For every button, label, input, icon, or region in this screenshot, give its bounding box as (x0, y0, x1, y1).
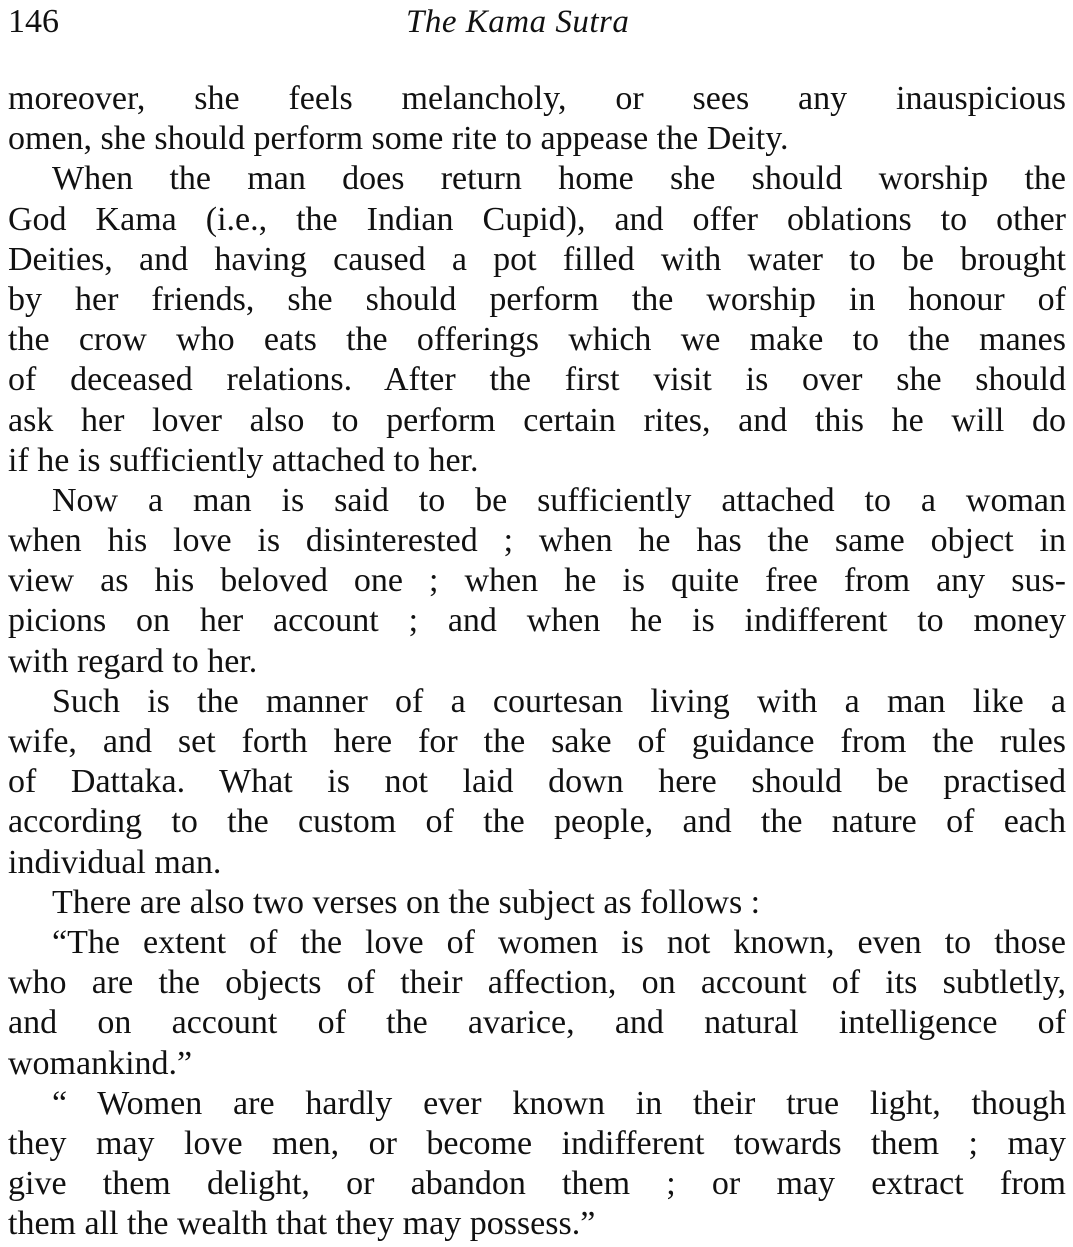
running-title: The Kama Sutra (406, 4, 630, 40)
text-line: if he is sufficiently attached to her. (8, 441, 479, 479)
page-number: 146 (8, 3, 59, 40)
running-head (8, 0, 1066, 48)
text-line: they may love men, or become indifferent towards them ; may (8, 1124, 1066, 1162)
text-line: There are also two verses on the subject as follows : (52, 883, 761, 921)
text-line: give them delight, or abandon them ; or may extract from (8, 1165, 1066, 1203)
text-line: ask her lover also to perform certain rites, and this he will do (8, 401, 1066, 439)
text-line: of Dattaka. What is not laid down here should be practised (8, 763, 1066, 801)
text-line: individual man. (8, 843, 222, 881)
body-text (8, 79, 1066, 1244)
text-line: view as his beloved one ; when he is quite free from any sus- (8, 562, 1066, 600)
text-line: omen, she should perform some rite to appease the Deity. (8, 120, 789, 158)
text-line: picions on her account ; and when he is indifferent to money (8, 602, 1066, 640)
text-line: “The extent of the love of women is not known, even to those (52, 923, 1066, 961)
text-line: according to the custom of the people, and the nature of each (8, 803, 1066, 841)
text-line: them all the wealth that they may possess.” (8, 1205, 596, 1243)
text-line: God Kama (i.e., the Indian Cupid), and offer oblations to other (8, 200, 1066, 238)
text-line: When the man does return home she should worship the (52, 160, 1066, 198)
text-line: Deities, and having caused a pot filled with water to be brought (8, 240, 1066, 278)
text-line: by her friends, she should perform the worship in honour of (8, 280, 1066, 318)
text-line: and on account of the avarice, and natural intelligence of (8, 1004, 1066, 1042)
text-line: of deceased relations. After the first visit is over she should (8, 361, 1066, 399)
text-line: with regard to her. (8, 642, 258, 680)
text-line: the crow who eats the offerings which we make to the manes (8, 321, 1066, 359)
text-line: wife, and set forth here for the sake of guidance from the rules (8, 723, 1066, 760)
text-line: moreover, she feels melancholy, or sees any inauspicious (8, 80, 1066, 117)
text-line: when his love is disinterested ; when he has the same object in (8, 522, 1066, 560)
text-line: who are the objects of their affection, on account of its subtletly, (8, 964, 1066, 1002)
text-line: “ Women are hardly ever known in their true light, though (52, 1084, 1066, 1122)
text-line: Now a man is said to be sufficiently attached to a woman (52, 481, 1066, 519)
book-page (8, 0, 1066, 1247)
text-line: womankind.” (8, 1044, 193, 1082)
text-line: Such is the manner of a courtesan living with a man like a (52, 682, 1066, 720)
